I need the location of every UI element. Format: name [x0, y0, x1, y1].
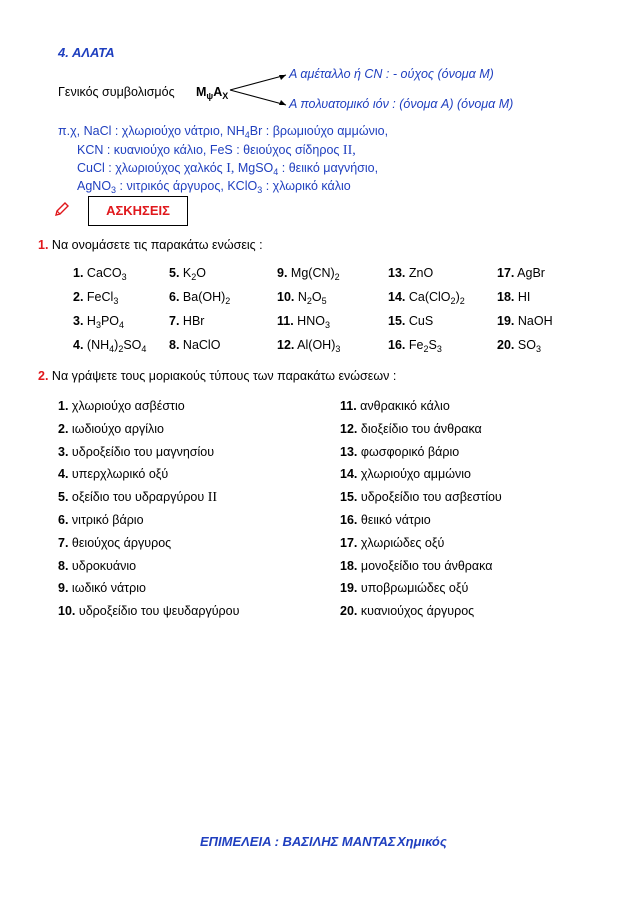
name-item: 12. διοξείδιο του άνθρακα	[340, 422, 482, 436]
compound-item: 20. $SO_3$	[497, 338, 541, 354]
name-item: 1. χλωριούχο ασβέστιο	[58, 399, 185, 413]
name-item: 19. υποβρωμιώδες οξύ	[340, 581, 469, 595]
compound-item: 17. AgBr	[497, 266, 545, 280]
footer-editor: ΕΠΙΜΕΛΕΙΑ : ΒΑΣΙΛΗΣ ΜΑΝΤΑΣ	[200, 834, 396, 849]
compound-item: 4. $(NH_4)_2SO_4$	[73, 338, 147, 354]
name-item: 5. οξείδιο του υδραργύρου II	[58, 490, 218, 505]
compound-item: 10. $N_2O_5$	[277, 290, 327, 306]
compound-item: 14. $Ca(ClO_2)_2$	[388, 290, 465, 306]
exercises-badge: ΑΣΚΗΣΕΙΣ	[88, 196, 188, 226]
name-item: 6. νιτρικό βάριο	[58, 513, 144, 527]
name-item: 14. χλωριούχο αμμώνιο	[340, 467, 471, 481]
name-item: 17. χλωριώδες οξύ	[340, 536, 445, 550]
compound-item: 11. $HNO_3$	[277, 314, 330, 330]
name-item: 20. κυανιούχος άργυρος	[340, 604, 475, 618]
name-item: 11. ανθρακικό κάλιο	[340, 399, 450, 413]
general-label: Γενικός συμβολισμός	[58, 85, 175, 99]
q1-heading: 1. Να ονομάσετε τις παρακάτω ενώσεις :	[38, 238, 263, 252]
section-title: 4. ΑΛΑΤΑ	[58, 45, 115, 60]
name-item: 3. υδροξείδιο του μαγνησίου	[58, 445, 215, 459]
compound-item: 16. $Fe_2S_3$	[388, 338, 442, 354]
compound-item: 7. HBr	[169, 314, 205, 328]
compound-item: 18. HI	[497, 290, 531, 304]
name-item: 16. θειικό νάτριο	[340, 513, 431, 527]
name-item: 4. υπερχλωρικό οξύ	[58, 467, 169, 481]
compound-item: 13. ZnO	[388, 266, 434, 280]
example-line-3: CuCl : χλωριούχος χαλκός I, MgSO$_4$ : θειικό μαγνήσιο,	[77, 161, 379, 177]
branch-bottom: A πολυατομικό ιόν : (όνομα A) (όνομα M)	[289, 97, 514, 111]
footer-role: Χημικός	[397, 834, 447, 849]
compound-item: 6. $Ba(OH)_2$	[169, 290, 231, 306]
compound-item: 19. NaOH	[497, 314, 553, 328]
name-item: 18. μονοξείδιο του άνθρακα	[340, 559, 493, 573]
name-item: 7. θειούχος άργυρος	[58, 536, 172, 550]
name-item: 2. ιωδιούχο αργίλιο	[58, 422, 164, 436]
name-item: 9. ιωδικό νάτριο	[58, 581, 146, 595]
compound-item: 15. CuS	[388, 314, 434, 328]
compound-item: 9. $Mg(CN)_2$	[277, 266, 340, 282]
name-item: 8. υδροκυάνιο	[58, 559, 137, 573]
branch-top: A αμέταλλο ή CN : - ούχος (όνομα M)	[289, 67, 494, 81]
compound-item: 2. FeCl$_3$	[73, 290, 119, 306]
compound-item: 8. NaClO	[169, 338, 221, 352]
name-item: 10. υδροξείδιο του ψευδαργύρου	[58, 604, 240, 618]
example-line-2: KCN : κυανιούχο κάλιο, FeS : θειούχος σίδηρος II,	[77, 143, 356, 158]
compound-item: 12. $Al(OH)_3$	[277, 338, 341, 354]
pencil-icon	[54, 200, 70, 218]
example-line-4: AgNO$_3$ : νιτρικός άργυρος, KClO$_3$ : χλωρικό κάλιο	[77, 179, 351, 195]
q2-heading: 2. Να γράψετε τους μοριακούς τύπους των παρακάτω ενώσεων :	[38, 369, 397, 383]
compound-item: 1. CaCO$_3$	[73, 266, 127, 282]
compound-item: 3. $H_3PO_4$	[73, 314, 125, 330]
name-item: 15. υδροξείδιο του ασβεστίου	[340, 490, 502, 504]
example-line-1: π.χ, NaCl : χλωριούχο νάτριο, $NH_4Br$ : βρωμιούχο αμμώνιο,	[58, 124, 389, 140]
branch-arrows	[228, 72, 290, 108]
compound-item: 5. $K_2O$	[169, 266, 206, 282]
general-formula: $M_\psi A_X$	[196, 85, 229, 101]
name-item: 13. φωσφορικό βάριο	[340, 445, 460, 459]
